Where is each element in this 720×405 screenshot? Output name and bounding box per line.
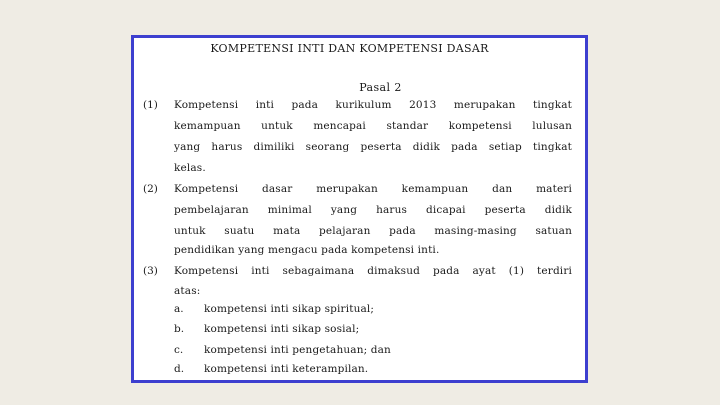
list-item-text: kompetensi inti sikap spiritual; <box>204 303 375 315</box>
paragraph-line: Kompetensi inti pada kurikulum 2013 merupakan tingkat <box>174 99 572 111</box>
list-item-letter: c. <box>174 344 184 356</box>
document-title: KOMPETENSI INTI DAN KOMPETENSI DASAR <box>210 42 489 55</box>
list-item-text: kompetensi inti sikap sosial; <box>204 323 360 335</box>
paragraph-line: atas: <box>174 285 201 297</box>
paragraph-line: pendidikan yang mengacu pada kompetensi inti. <box>174 244 440 256</box>
paragraph-line: Kompetensi dasar merupakan kemampuan dan materi <box>174 183 572 195</box>
article-title: Pasal 2 <box>359 81 402 94</box>
paragraph-line: pembelajaran minimal yang harus dicapai peserta didik <box>174 204 572 216</box>
paragraph-number: (1) <box>143 99 158 111</box>
paragraph-line: yang harus dimiliki seorang peserta didik pada setiap tingkat <box>174 141 572 153</box>
paragraph-line: Kompetensi inti sebagaimana dimaksud pada ayat (1) terdiri <box>174 265 572 277</box>
paragraph-number: (2) <box>143 183 158 195</box>
list-item-letter: a. <box>174 303 184 315</box>
paragraph-line: kemampuan untuk mencapai standar kompetensi lulusan <box>174 120 572 132</box>
list-item-letter: b. <box>174 323 185 335</box>
list-item-text: kompetensi inti keterampilan. <box>204 363 369 375</box>
paragraph-number: (3) <box>143 265 158 277</box>
paragraph-line: untuk suatu mata pelajaran pada masing-masing satuan <box>174 225 572 237</box>
list-item-letter: d. <box>174 363 185 375</box>
paragraph-line: kelas. <box>174 162 206 174</box>
list-item-text: kompetensi inti pengetahuan; dan <box>204 344 391 356</box>
document-page <box>131 35 588 383</box>
